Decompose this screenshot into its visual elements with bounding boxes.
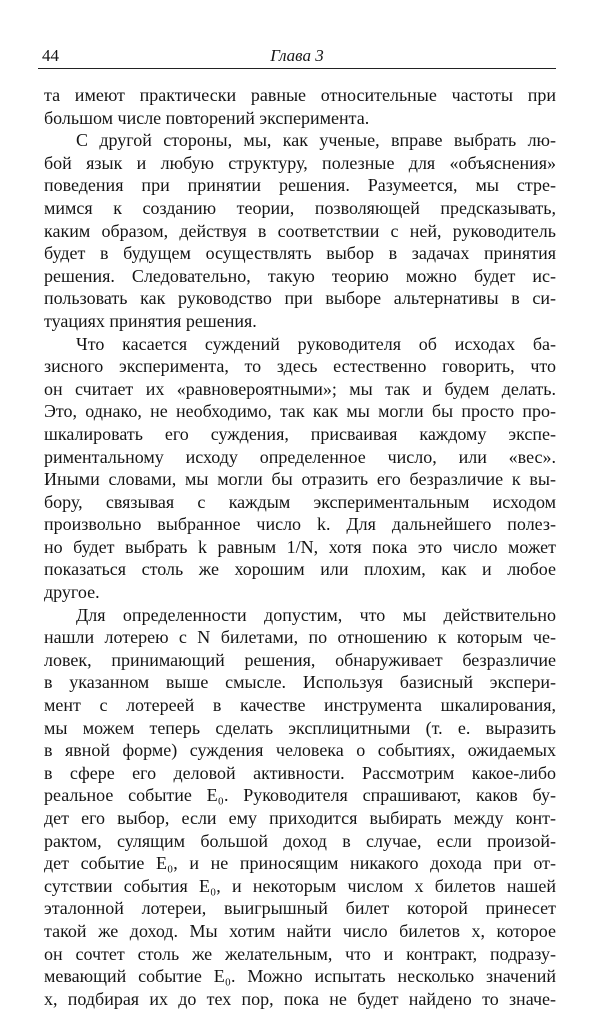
- text-line: бору, связывая с каждым экспериментальным исходом: [44, 491, 556, 512]
- text-line: туациях принятия решения.: [44, 310, 257, 331]
- text-line: x, подбирая их до тех пор, пока не будет найдено то значе-: [44, 988, 556, 1009]
- text-line: зисного эксперимента, то здесь естественно говорить, что: [44, 356, 556, 377]
- text-line: шкалировать его суждения, присваивая каждому экспе-: [44, 423, 556, 444]
- text-line: но будет выбрать k равным 1/N, хотя пока это число может: [44, 536, 556, 557]
- paragraph: [44, 333, 556, 604]
- text-line: показаться столь же хорошим или плохим, как и любое: [44, 559, 556, 580]
- text-line: в указанном выше смысле. Используя базисный экспери-: [44, 672, 556, 693]
- text-line: Это, однако, не необходимо, так как мы могли бы просто про-: [44, 401, 556, 422]
- page-number: 44: [42, 46, 59, 65]
- text-line: эталонной лотереи, выигрышный билет которой принесет: [44, 898, 556, 919]
- text-line: дет событие E₀, и не приносящим никакого дохода при от-: [44, 853, 556, 874]
- text-line: такой же доход. Мы хотим найти число билетов x, которое: [44, 920, 556, 941]
- body-text: [44, 84, 556, 1010]
- text-line: та имеют практически равные относительные частоты при: [44, 85, 556, 105]
- text-line: мы можем теперь сделать эксплицитными (т. е. выразить: [44, 717, 556, 738]
- page-header: [38, 46, 556, 69]
- text-line: он считает их «равновероятными»; мы так и будем делать.: [44, 378, 556, 399]
- text-line: в явной форме) суждения человека о событиях, ожидаемых: [44, 740, 556, 761]
- text-line: произвольно выбранное число k. Для дальнейшего полез-: [44, 514, 556, 535]
- text-line: он сочтет столь же желательным, что и контракт, подразу-: [44, 943, 556, 964]
- text-line: мевающий событие E₀. Можно испытать несколько значений: [44, 966, 556, 987]
- text-line: бой язык и любую структуру, полезные для «объяснения»: [44, 152, 556, 173]
- text-line: Что касается суждений руководителя об исходах ба-: [76, 333, 556, 354]
- text-line: Иными словами, мы могли бы отразить его безразличие к вы-: [44, 469, 556, 490]
- text-line: каким образом, действуя в соответствии с ней, руководитель: [44, 220, 556, 241]
- text-line: большом числе повторений эксперимента.: [44, 107, 370, 128]
- text-line: в сфере его деловой активности. Рассмотрим какое-либо: [44, 762, 556, 783]
- paragraph: [44, 129, 556, 332]
- paragraph: [44, 604, 556, 1010]
- text-line: рактом, сулящим большой доход в случае, если произой-: [44, 830, 556, 851]
- chapter-title: Глава 3: [270, 46, 324, 65]
- text-line: другое.: [44, 582, 100, 603]
- text-line: мимся к созданию теории, позволяющей предсказывать,: [44, 197, 556, 218]
- text-line: ловек, принимающий решения, обнаруживает безразличие: [44, 649, 556, 670]
- text-line: реальное событие E₀. Руководителя спрашивают, каков бу-: [44, 785, 556, 806]
- text-line: С другой стороны, мы, как ученые, вправе выбрать лю-: [76, 130, 556, 151]
- text-line: пользовать как руководство при выборе альтернативы в си-: [44, 288, 556, 309]
- text-line: риментальному исходу определенное число, или «вес».: [44, 446, 556, 467]
- text-line: будет в будущем осуществлять выбор в задачах принятия: [44, 243, 556, 264]
- text-line: дет его выбор, если ему приходится выбирать между конт-: [44, 808, 556, 828]
- paragraph: [44, 84, 556, 129]
- text-line: решения. Следовательно, такую теорию можно будет ис-: [44, 265, 556, 286]
- text-line: Для определенности допустим, что мы действительно: [76, 604, 556, 625]
- text-line: поведения при принятии решения. Разумеется, мы стре-: [44, 175, 556, 196]
- text-line: мент с лотереей в качестве инструмента шкалирования,: [44, 695, 556, 716]
- text-line: сутствии события E₀, и некоторым числом x билетов нашей: [44, 875, 556, 896]
- text-line: нашли лотерею с N билетами, по отношению к которым че-: [44, 627, 556, 648]
